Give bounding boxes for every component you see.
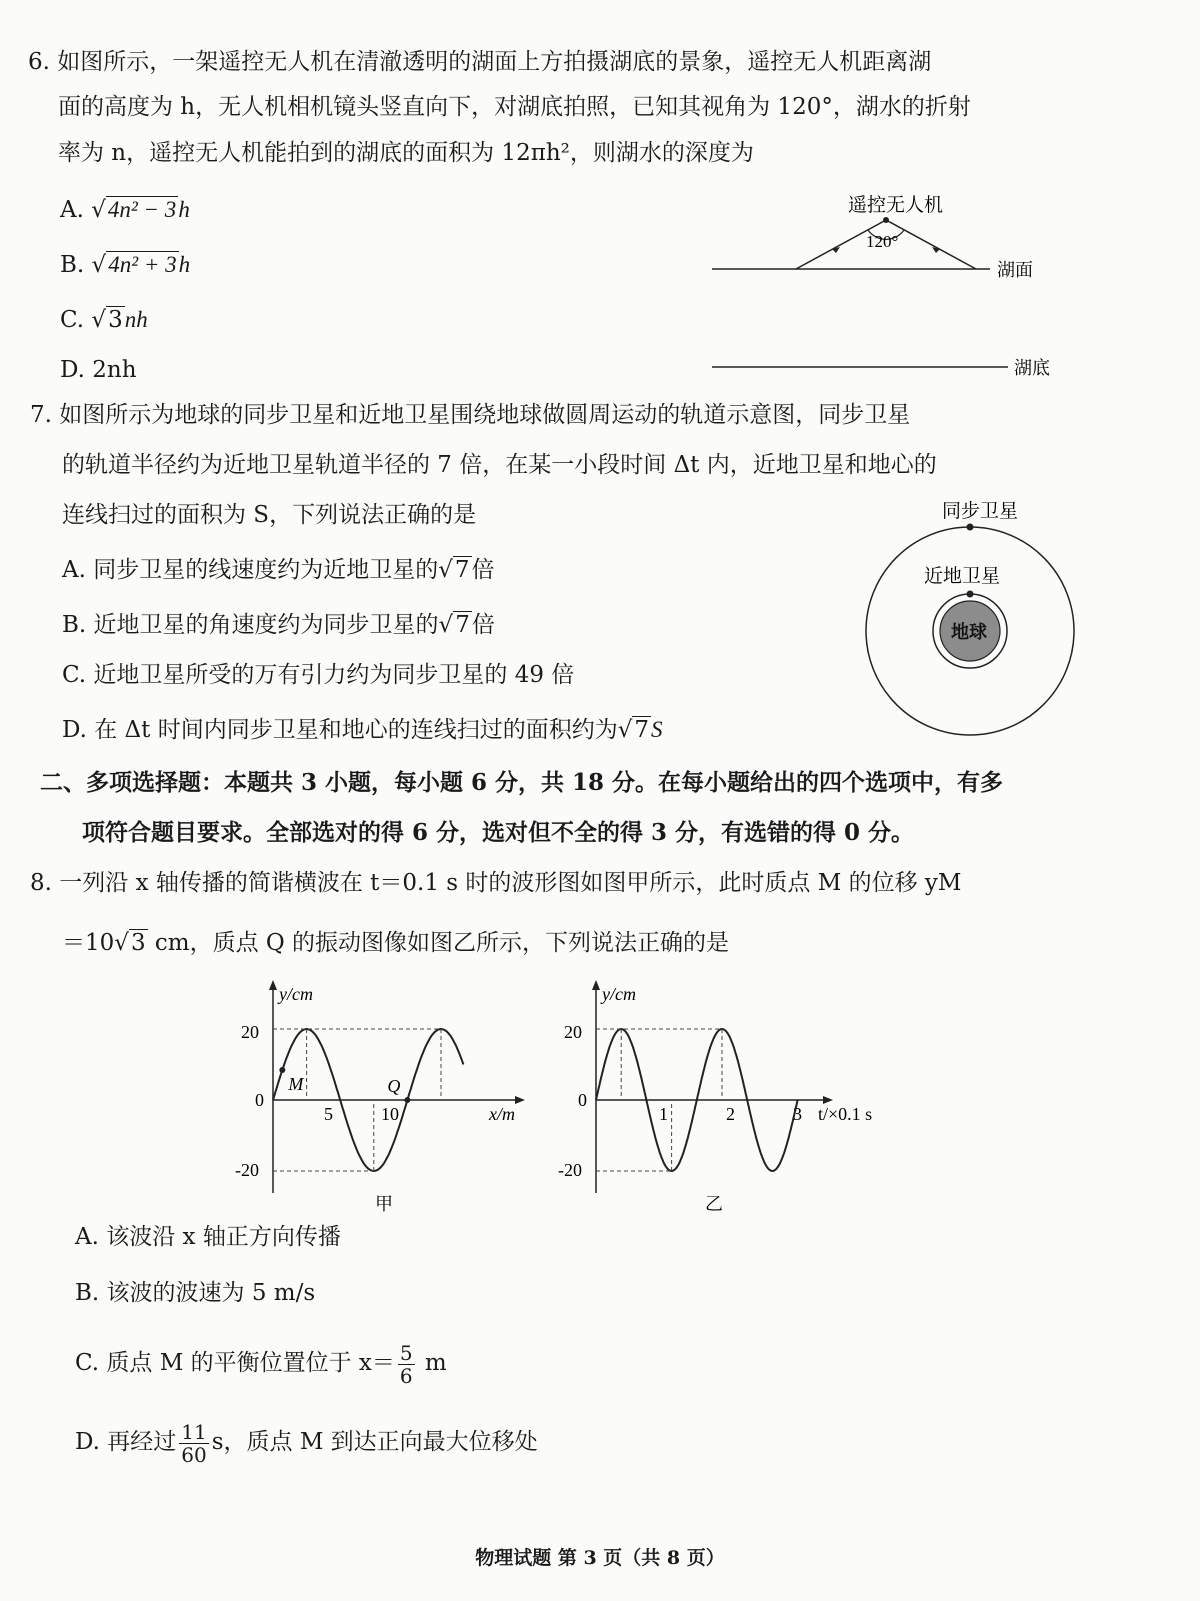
angle-label: 120°	[866, 232, 899, 251]
point-m	[279, 1067, 285, 1073]
point-m-label: M	[288, 1073, 304, 1094]
y-axis-arrow	[269, 980, 277, 990]
graph-caption: 乙	[705, 1194, 723, 1215]
q7-line1: 7. 如图所示为地球的同步卫星和近地卫星围绕地球做圆周运动的轨道示意图，同步卫星	[30, 402, 911, 428]
fraction: $\frac{5}{6}$	[399, 1340, 413, 1388]
q7-line2: 的轨道半径约为近地卫星轨道半径的 7 倍，在某一小段时间 Δt 内，近地卫星和地心的	[62, 452, 937, 478]
origin-label: 0	[578, 1090, 587, 1110]
y-axis-arrow	[592, 980, 600, 990]
t-axis-arrow	[823, 1096, 833, 1104]
geo-satellite-point	[967, 524, 974, 531]
x-axis-label: x/m	[489, 1104, 515, 1124]
geo-satellite-label: 同步卫星	[942, 500, 1019, 522]
x-tick-5: 5	[324, 1104, 333, 1124]
q8-line1: 8. 一列沿 x 轴传播的简谐横波在 t＝0.1 s 时的波形图如图甲所示，此时质点 M 的位移 yM	[30, 870, 962, 896]
q7-orbit-figure	[860, 495, 1090, 765]
wave-graph-jia	[225, 978, 545, 1218]
q6-option-a[interactable]: A. √4n² − 3h	[60, 197, 190, 223]
q7-option-a[interactable]: A. 同步卫星的线速度约为近地卫星的√7倍	[62, 557, 495, 583]
leo-satellite-label: 近地卫星	[924, 565, 1001, 587]
q6-line3: 率为 n，遥控无人机能拍到的湖底的面积为 12πh²，则湖水的深度为	[58, 140, 754, 166]
q8-line2: ＝10√3 cm，质点 Q 的振动图像如图乙所示，下列说法正确的是	[62, 930, 730, 956]
section2-line1: 二、多项选择题：本题共 3 小题，每小题 6 分，共 18 分。在每小题给出的四个选项中，有多	[40, 769, 1004, 796]
t-tick-3: 3	[793, 1104, 802, 1124]
point-q	[404, 1097, 410, 1103]
leo-satellite-point	[967, 591, 974, 598]
lake-bottom-label: 湖底	[1014, 358, 1050, 379]
q6-drone-figure	[700, 185, 1080, 385]
q7-line3: 连线扫过的面积为 S，下列说法正确的是	[62, 502, 477, 528]
fraction: $\frac{11}{60}$	[181, 1419, 207, 1467]
y-axis-label: y/cm	[602, 984, 636, 1004]
q8-option-b[interactable]: B. 该波的波速为 5 m/s	[75, 1280, 316, 1306]
right-ray	[886, 220, 976, 269]
drone-label: 遥控无人机	[848, 194, 944, 216]
t-tick-1: 1	[659, 1104, 668, 1124]
sqrt-sign: √3	[91, 307, 123, 333]
q8-option-c[interactable]: C. 质点 M 的平衡位置位于 x＝ $\frac{5}{6}$ m	[75, 1340, 447, 1388]
x-axis-arrow	[515, 1096, 525, 1104]
section2-line2: 项符合题目要求。全部选对的得 6 分，选对但不全的得 3 分，有选错的得 0 分。	[82, 819, 915, 846]
origin-label: 0	[255, 1090, 264, 1110]
y-tick-20: 20	[241, 1022, 259, 1042]
graph-caption: 甲	[375, 1194, 393, 1215]
q8-option-a[interactable]: A. 该波沿 x 轴正方向传播	[75, 1224, 341, 1250]
q6-option-b[interactable]: B. √4n² + 3h	[60, 252, 191, 278]
q6-line2: 面的高度为 h，无人机相机镜头竖直向下，对湖底拍照，已知其视角为 120°，湖水的折射	[58, 94, 971, 120]
y-axis-label: y/cm	[279, 984, 313, 1004]
sqrt-sign: √4n² + 3	[91, 252, 177, 278]
lake-surface-label: 湖面	[997, 260, 1033, 281]
page-footer: 物理试题 第 3 页（共 8 页）	[475, 1547, 725, 1569]
y-tick-20: 20	[564, 1022, 582, 1042]
x-tick-10: 10	[381, 1104, 399, 1124]
earth-label: 地球	[951, 622, 987, 643]
q7-option-c[interactable]: C. 近地卫星所受的万有引力约为同步卫星的 49 倍	[62, 662, 575, 688]
q8-option-d[interactable]: D. 再经过 $\frac{11}{60}$ s，质点 M 到达正向最大位移处	[75, 1419, 538, 1467]
q7-option-b[interactable]: B. 近地卫星的角速度约为同步卫星的√7倍	[62, 612, 495, 638]
q7-option-d[interactable]: D. 在 Δt 时间内同步卫星和地心的连线扫过的面积约为√7S	[62, 717, 663, 743]
point-q-label: Q	[387, 1076, 401, 1096]
y-tick-neg20: -20	[235, 1160, 259, 1180]
t-axis-label: t/×0.1 s	[818, 1104, 873, 1124]
vibration-graph-yi	[548, 978, 908, 1218]
t-tick-2: 2	[726, 1104, 735, 1124]
q6-option-d[interactable]: D. 2nh	[60, 357, 137, 383]
q6-line1: 6. 如图所示，一架遥控无人机在清澈透明的湖面上方拍摄湖底的景象，遥控无人机距离湖	[28, 49, 932, 75]
sqrt-sign: √4n² − 3	[91, 197, 177, 223]
y-tick-neg20: -20	[558, 1160, 582, 1180]
q6-option-c[interactable]: C. √3nh	[60, 307, 148, 333]
